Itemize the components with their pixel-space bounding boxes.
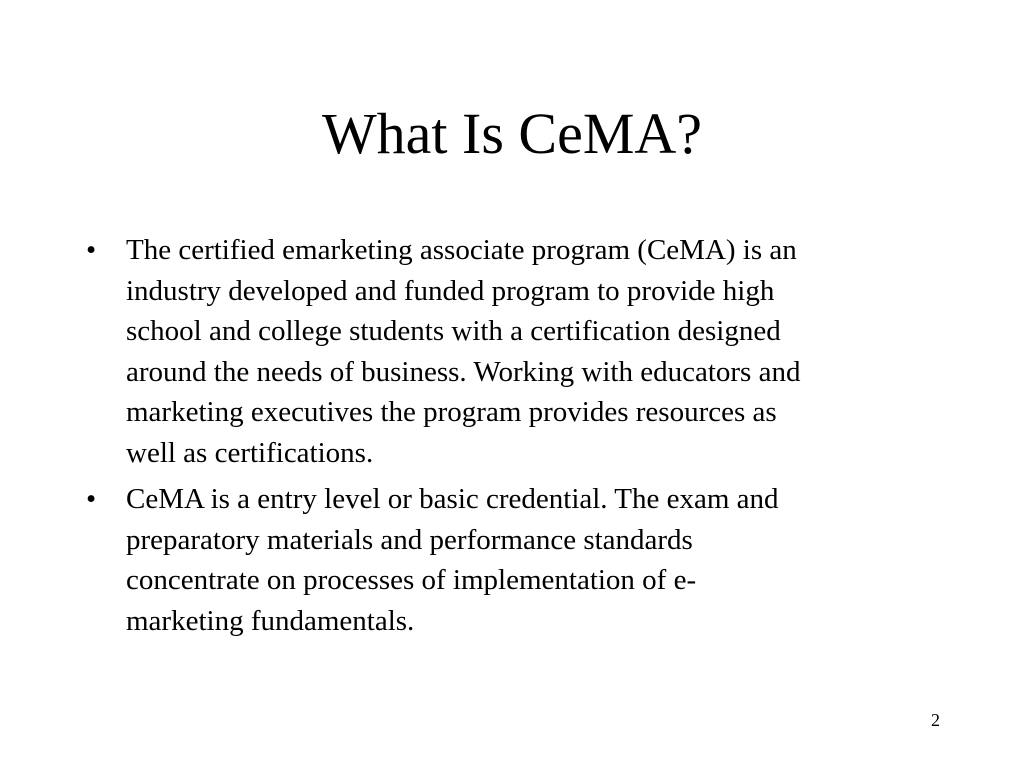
bullet-item [78,479,948,641]
page-number: 2 [931,710,940,730]
bullet-line: school and college students with a certification designed [126,315,781,347]
bullet-list [78,230,948,647]
bullet-marker: • [86,483,97,515]
bullet-item [78,230,948,473]
bullet-line: marketing executives the program provides resources as [126,396,777,428]
bullet-line: industry developed and funded program to provide high [126,274,775,307]
bullet-line: marketing fundamentals. [126,604,415,637]
bullet-line: concentrate on processes of implementation of e- [126,564,697,596]
bullet-line: well as certifications. [126,436,374,469]
slide-title: What Is CeMA? [321,101,703,166]
bullet-marker: • [86,234,97,266]
bullet-line: around the needs of business. Working with educators and [126,355,801,388]
bullet-line: The certified emarketing associate program (CeMA) is an [126,234,797,266]
bullet-line: preparatory materials and performance standards [126,523,693,556]
bullet-line: CeMA is a entry level or basic credential. The exam and [126,483,779,515]
